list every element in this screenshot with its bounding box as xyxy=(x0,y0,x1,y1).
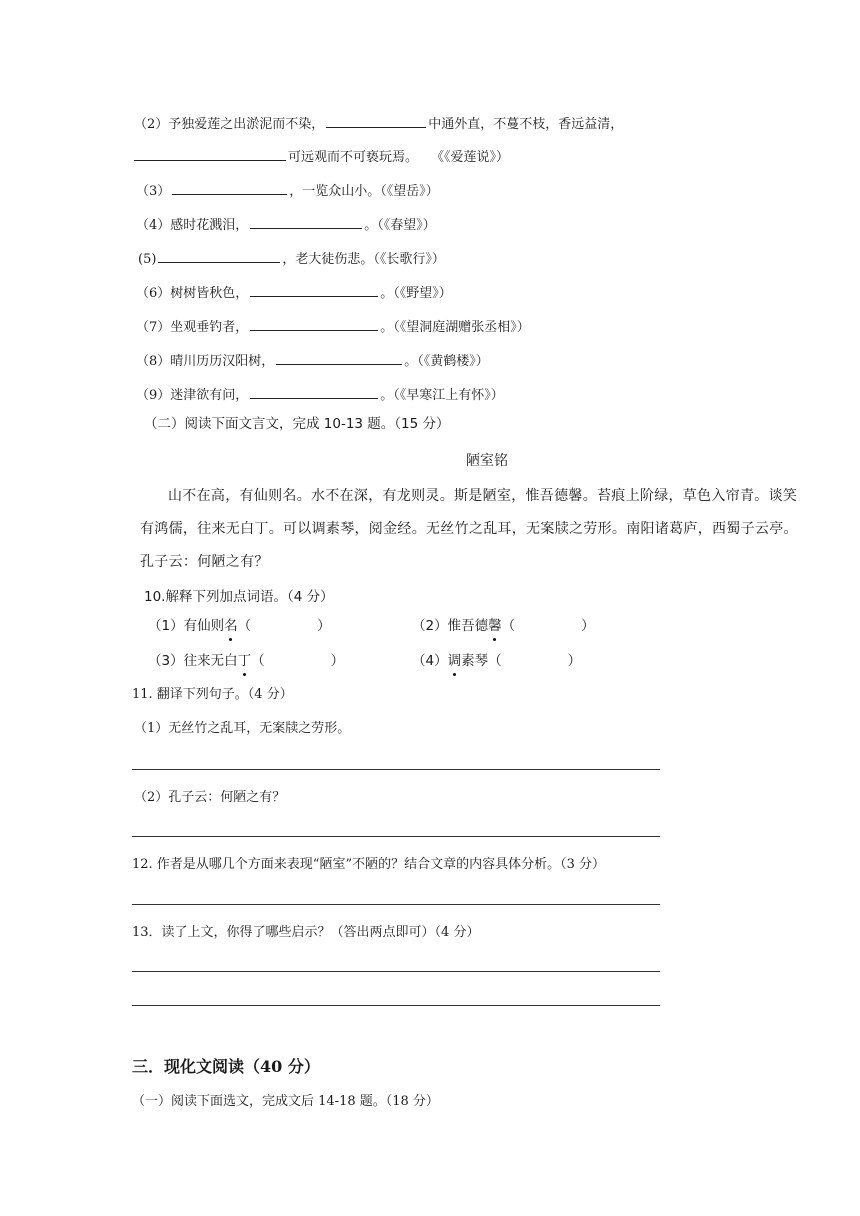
passage-line-2: 有鸿儒，往来无白丁。可以调素琴，阅金经。无丝竹之乱耳，无案牍之劳形。南阳诸葛庐，西蜀子云亭。 xyxy=(140,521,798,537)
q2-text-b: 中通外直，不蔓不枝，香远益清， xyxy=(428,117,624,132)
q2-line1 xyxy=(134,113,623,134)
q10-item-2-open: （ xyxy=(501,618,516,634)
passage-title: 陋室铭 xyxy=(466,453,508,469)
q4-text-b: 。（《春望》） xyxy=(364,218,436,233)
q4-line xyxy=(136,214,436,235)
q7-text-a: （7）坐观垂钓者， xyxy=(136,320,249,335)
q6-text-a: （6）树树皆秋色， xyxy=(136,286,249,301)
q7-text-b: 。（《望洞庭湖赠张丞相》） xyxy=(380,320,530,335)
q9-text-a: （9）迷津欲有问， xyxy=(136,388,249,403)
section3-subheading: （一）阅读下面选文，完成文后 14-18 题。（18 分） xyxy=(132,1094,439,1109)
q10-item-1-text: （1）有仙则 xyxy=(148,618,225,634)
q2-text-c: 可远观而不可亵玩焉。 《《爱莲说》） xyxy=(288,150,510,165)
q10-item-1-close: ） xyxy=(317,618,331,634)
q11-sentence-2: （2）孔子云：何陋之有？ xyxy=(134,790,286,805)
q10-item-3-text: （3）往来无白 xyxy=(148,653,238,669)
q6-blank[interactable] xyxy=(250,282,378,297)
q11-answer-line-1[interactable] xyxy=(132,769,660,770)
q2-blank-2[interactable] xyxy=(134,146,286,161)
q5-blank[interactable] xyxy=(158,248,280,263)
q7-line xyxy=(136,316,530,337)
q10-item-3-close: ） xyxy=(330,653,345,669)
q5-line xyxy=(138,248,445,269)
q10-item-4 xyxy=(412,652,581,670)
q10-item-3-dotted: 丁 xyxy=(237,653,252,669)
q6-line xyxy=(136,282,452,303)
passage-line-1: 山不在高，有仙则名。水不在深，有龙则灵。斯是陋室，惟吾德馨。苔痕上阶绿，草色入帘青。谈笑 xyxy=(168,488,798,504)
section3-heading: 三．现化文阅读（40 分） xyxy=(132,1057,320,1076)
passage-line-3: 孔子云：何陋之有？ xyxy=(140,554,269,570)
q8-blank[interactable] xyxy=(276,350,402,365)
q3-line xyxy=(136,180,439,201)
q11-sentence-1: （1）无丝竹之乱耳，无案牍之劳形。 xyxy=(134,721,351,736)
q5-text-a: (5) xyxy=(138,252,157,267)
q10-item-2-text: （2）惟吾德 xyxy=(412,618,489,634)
q8-text-b: 。（《黄鹤楼》） xyxy=(404,354,489,369)
q4-blank[interactable] xyxy=(250,214,362,229)
q10-item-4-dotted: 调 xyxy=(447,653,462,669)
q6-text-b: 。（《野望》） xyxy=(380,286,452,301)
q12-heading: 12. 作者是从哪几个方面来表现“陋室”不陋的？结合文章的内容具体分析。（3 分） xyxy=(132,857,606,872)
q9-text-b: 。（《早寒江上有怀》） xyxy=(380,388,504,403)
q10-heading: 10.解释下列加点词语。（4 分） xyxy=(144,589,334,605)
q10-item-1-dotted: 名 xyxy=(224,618,238,634)
q10-item-2-close: ） xyxy=(581,618,595,634)
q10-item-4-text: （4） xyxy=(412,653,448,669)
q2-blank-1[interactable] xyxy=(326,113,426,128)
q3-blank[interactable] xyxy=(172,180,287,195)
q13-heading: 13．读了上文，你得了哪些启示？（答出两点即可）（4 分） xyxy=(132,925,480,940)
q2-line2 xyxy=(132,146,509,167)
q7-blank[interactable] xyxy=(250,316,378,331)
section2-heading: （二）阅读下面文言文，完成 10-13 题。（15 分） xyxy=(144,416,450,432)
q12-answer-line[interactable] xyxy=(132,904,660,905)
q9-blank[interactable] xyxy=(250,384,378,399)
q10-item-3 xyxy=(148,652,344,670)
q5-text-b: ，老大徒伤悲。（《长歌行》） xyxy=(282,252,445,267)
q10-item-4-open: 素琴（ xyxy=(461,653,502,669)
q11-heading: 11. 翻译下列句子。（4 分） xyxy=(132,687,293,702)
q10-item-1 xyxy=(148,617,331,635)
q10-item-1-open: （ xyxy=(237,618,252,634)
q4-text-a: （4）感时花溅泪， xyxy=(136,218,249,233)
q2-text-a: （2）予独爱莲之出淤泥而不染， xyxy=(134,117,325,132)
q10-item-4-close: ） xyxy=(567,653,582,669)
q13-answer-line-2[interactable] xyxy=(132,1005,660,1006)
q11-answer-line-2[interactable] xyxy=(132,836,660,837)
q8-line xyxy=(136,350,489,371)
q10-item-2 xyxy=(412,617,595,635)
q8-text-a: （8）晴川历历汉阳树， xyxy=(136,354,275,369)
q3-text-b: ，一览众山小。（《望岳》） xyxy=(289,184,439,199)
q13-answer-line-1[interactable] xyxy=(132,971,660,972)
q10-item-2-dotted: 馨 xyxy=(488,618,502,634)
q10-item-3-open: （ xyxy=(251,653,265,669)
q9-line xyxy=(136,384,504,405)
q3-text-a: （3） xyxy=(136,184,171,199)
